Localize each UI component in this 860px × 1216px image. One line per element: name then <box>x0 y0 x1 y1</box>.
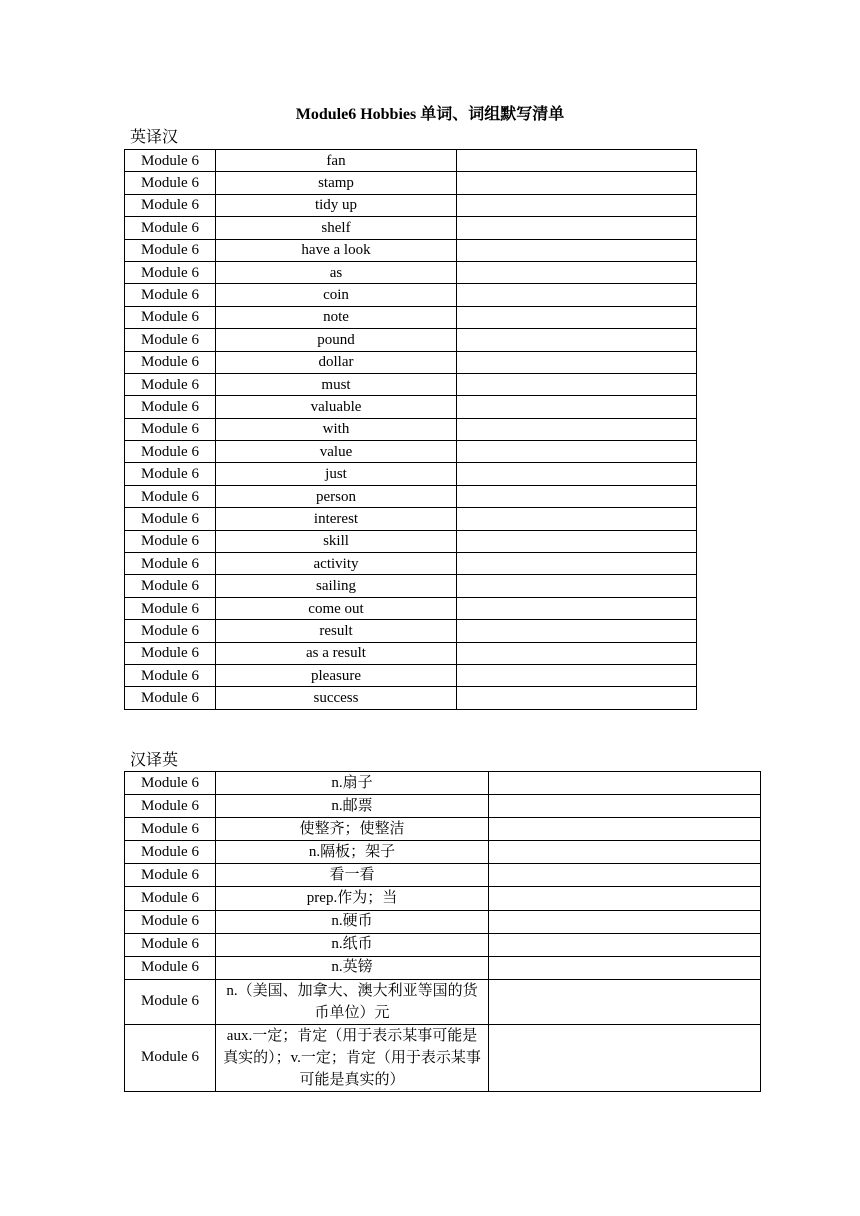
module-cell: Module 6 <box>125 172 216 194</box>
module-cell: Module 6 <box>125 373 216 395</box>
table-row <box>125 261 697 283</box>
table-row <box>125 553 697 575</box>
chinese-meaning-cell: n.邮票 <box>216 795 489 818</box>
section-label-cn-to-en: 汉译英 <box>130 752 179 769</box>
answer-blank-cell[interactable] <box>457 172 697 194</box>
english-word-cell: have a look <box>216 239 457 261</box>
table-row <box>125 910 761 933</box>
english-word-cell: come out <box>216 597 457 619</box>
english-word-cell: note <box>216 306 457 328</box>
english-word-cell: activity <box>216 553 457 575</box>
answer-blank-cell[interactable] <box>489 910 761 933</box>
chinese-meaning-cell: prep.作为；当 <box>216 887 489 910</box>
module-cell: Module 6 <box>125 441 216 463</box>
answer-blank-cell[interactable] <box>457 284 697 306</box>
table-row <box>125 441 697 463</box>
answer-blank-cell[interactable] <box>457 239 697 261</box>
english-word-cell: as a result <box>216 642 457 664</box>
module-cell: Module 6 <box>125 329 216 351</box>
answer-blank-cell[interactable] <box>489 818 761 841</box>
table-row <box>125 795 761 818</box>
table-row <box>125 351 697 373</box>
table-row <box>125 217 697 239</box>
module-cell: Module 6 <box>125 597 216 619</box>
table-row <box>125 396 697 418</box>
table-row <box>125 887 761 910</box>
module-cell: Module 6 <box>125 530 216 552</box>
module-cell: Module 6 <box>125 933 216 956</box>
module-cell: Module 6 <box>125 217 216 239</box>
module-cell: Module 6 <box>125 687 216 709</box>
table-row <box>125 642 697 664</box>
chinese-meaning-cell: 使整齐；使整洁 <box>216 818 489 841</box>
answer-blank-cell[interactable] <box>457 597 697 619</box>
english-word-cell: coin <box>216 284 457 306</box>
module-cell: Module 6 <box>125 396 216 418</box>
chinese-meaning-cell: 看一看 <box>216 864 489 887</box>
section-label-en-to-cn: 英译汉 <box>130 129 179 146</box>
answer-blank-cell[interactable] <box>489 1024 761 1091</box>
chinese-meaning-cell: n.英镑 <box>216 956 489 979</box>
table-row <box>125 979 761 1024</box>
table-row <box>125 306 697 328</box>
table-row <box>125 463 697 485</box>
module-cell: Module 6 <box>125 575 216 597</box>
english-word-cell: result <box>216 620 457 642</box>
answer-blank-cell[interactable] <box>489 841 761 864</box>
en-to-cn-table <box>124 149 697 710</box>
english-word-cell: interest <box>216 508 457 530</box>
module-cell: Module 6 <box>125 864 216 887</box>
chinese-meaning-cell: aux.一定；肯定（用于表示某事可能是真实的）；v.一定；肯定（用于表示某事可能是真实的） <box>216 1024 489 1091</box>
english-word-cell: fan <box>216 150 457 172</box>
table-row <box>125 1024 761 1091</box>
table-row <box>125 194 697 216</box>
table-row <box>125 485 697 507</box>
module-cell: Module 6 <box>125 887 216 910</box>
table-row <box>125 172 697 194</box>
english-word-cell: success <box>216 687 457 709</box>
answer-blank-cell[interactable] <box>457 485 697 507</box>
table-row <box>125 818 761 841</box>
answer-blank-cell[interactable] <box>457 642 697 664</box>
module-cell: Module 6 <box>125 553 216 575</box>
module-cell: Module 6 <box>125 956 216 979</box>
table-row <box>125 418 697 440</box>
page-title: Module6 Hobbies 单词、词组默写清单 <box>295 106 565 123</box>
english-word-cell: sailing <box>216 575 457 597</box>
english-word-cell: shelf <box>216 217 457 239</box>
module-cell: Module 6 <box>125 642 216 664</box>
table-row <box>125 772 761 795</box>
module-cell: Module 6 <box>125 772 216 795</box>
english-word-cell: dollar <box>216 351 457 373</box>
english-word-cell: tidy up <box>216 194 457 216</box>
module-cell: Module 6 <box>125 620 216 642</box>
answer-blank-cell[interactable] <box>457 418 697 440</box>
table-row <box>125 620 697 642</box>
table-row <box>125 508 697 530</box>
table-row <box>125 933 761 956</box>
module-cell: Module 6 <box>125 261 216 283</box>
chinese-meaning-cell: n.扇子 <box>216 772 489 795</box>
module-cell: Module 6 <box>125 795 216 818</box>
table-row <box>125 956 761 979</box>
table-row <box>125 239 697 261</box>
chinese-meaning-cell: n.（美国、加拿大、澳大利亚等国的货币单位）元 <box>216 979 489 1024</box>
module-cell: Module 6 <box>125 841 216 864</box>
table-row <box>125 373 697 395</box>
module-cell: Module 6 <box>125 150 216 172</box>
answer-blank-cell[interactable] <box>457 217 697 239</box>
english-word-cell: must <box>216 373 457 395</box>
answer-blank-cell[interactable] <box>457 553 697 575</box>
module-cell: Module 6 <box>125 418 216 440</box>
chinese-meaning-cell: n.纸币 <box>216 933 489 956</box>
module-cell: Module 6 <box>125 463 216 485</box>
english-word-cell: valuable <box>216 396 457 418</box>
english-word-cell: stamp <box>216 172 457 194</box>
module-cell: Module 6 <box>125 239 216 261</box>
answer-blank-cell[interactable] <box>457 150 697 172</box>
chinese-meaning-cell: n.隔板；架子 <box>216 841 489 864</box>
answer-blank-cell[interactable] <box>489 772 761 795</box>
answer-blank-cell[interactable] <box>457 441 697 463</box>
answer-blank-cell[interactable] <box>457 463 697 485</box>
table-row <box>125 597 697 619</box>
answer-blank-cell[interactable] <box>457 575 697 597</box>
answer-blank-cell[interactable] <box>457 306 697 328</box>
english-word-cell: value <box>216 441 457 463</box>
answer-blank-cell[interactable] <box>457 194 697 216</box>
module-cell: Module 6 <box>125 818 216 841</box>
table-row <box>125 150 697 172</box>
english-word-cell: just <box>216 463 457 485</box>
answer-blank-cell[interactable] <box>457 664 697 686</box>
answer-blank-cell[interactable] <box>457 687 697 709</box>
module-cell: Module 6 <box>125 485 216 507</box>
chinese-meaning-cell: n.硬币 <box>216 910 489 933</box>
table-row <box>125 664 697 686</box>
answer-blank-cell[interactable] <box>457 373 697 395</box>
answer-blank-cell[interactable] <box>457 329 697 351</box>
english-word-cell: pleasure <box>216 664 457 686</box>
answer-blank-cell[interactable] <box>489 956 761 979</box>
english-word-cell: as <box>216 261 457 283</box>
module-cell: Module 6 <box>125 1024 216 1091</box>
table-row <box>125 687 697 709</box>
answer-blank-cell[interactable] <box>457 351 697 373</box>
cn-to-en-table <box>124 771 761 1092</box>
module-cell: Module 6 <box>125 910 216 933</box>
module-cell: Module 6 <box>125 194 216 216</box>
module-cell: Module 6 <box>125 284 216 306</box>
english-word-cell: with <box>216 418 457 440</box>
answer-blank-cell[interactable] <box>489 979 761 1024</box>
answer-blank-cell[interactable] <box>457 620 697 642</box>
answer-blank-cell[interactable] <box>489 933 761 956</box>
module-cell: Module 6 <box>125 306 216 328</box>
answer-blank-cell[interactable] <box>457 396 697 418</box>
answer-blank-cell[interactable] <box>457 508 697 530</box>
answer-blank-cell[interactable] <box>489 887 761 910</box>
table-row <box>125 329 697 351</box>
module-cell: Module 6 <box>125 664 216 686</box>
table-row <box>125 841 761 864</box>
english-word-cell: pound <box>216 329 457 351</box>
answer-blank-cell[interactable] <box>457 261 697 283</box>
module-cell: Module 6 <box>125 508 216 530</box>
answer-blank-cell[interactable] <box>457 530 697 552</box>
english-word-cell: skill <box>216 530 457 552</box>
module-cell: Module 6 <box>125 979 216 1024</box>
module-cell: Module 6 <box>125 351 216 373</box>
answer-blank-cell[interactable] <box>489 864 761 887</box>
table-row <box>125 575 697 597</box>
table-row <box>125 284 697 306</box>
table-row <box>125 864 761 887</box>
answer-blank-cell[interactable] <box>489 795 761 818</box>
english-word-cell: person <box>216 485 457 507</box>
table-row <box>125 530 697 552</box>
